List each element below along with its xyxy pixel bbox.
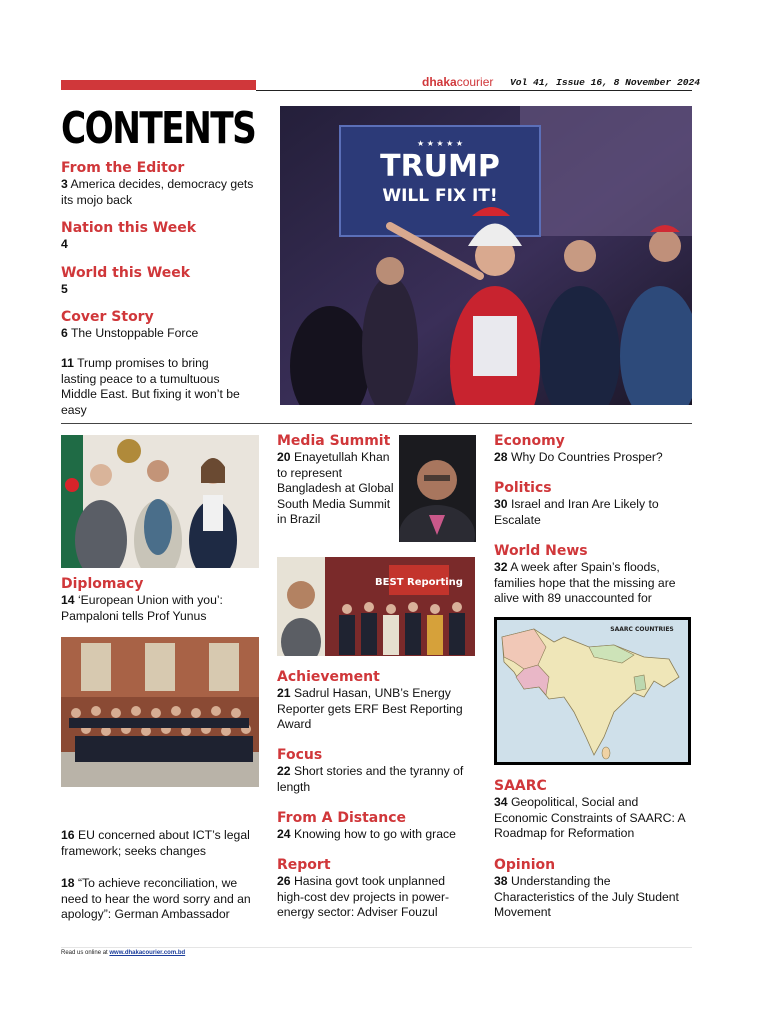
brand-logo: dhakacourier: [422, 75, 494, 89]
media-summit-entry: Media Summit 20 Enayetullah Khan to represent Bangladesh at Global South Media Summit in Brazil: [277, 433, 394, 527]
award-banner-text: BEST Reporting: [375, 577, 463, 588]
header-red-bar: [61, 80, 256, 90]
cover-photo: [280, 106, 692, 405]
award-photo: [277, 557, 475, 656]
diplomacy-entry: Diplomacy 14 ‘European Union with you’: Pampaloni tells Prof Yunus: [61, 576, 223, 623]
achievement-entry: Achievement 21 Sadrul Hasan, UNB’s Energy Reporter gets ERF Best Reporting Award: [277, 669, 463, 732]
left-top-list: [61, 160, 261, 418]
footer: Read us online at www.dhakacourier.com.bd: [61, 950, 186, 956]
ambassadors-group-photo: [61, 637, 259, 787]
politics-entry: Politics 30 Israel and Iran Are Likely to Escalate: [494, 480, 659, 527]
page-title: CONTENTS: [61, 103, 256, 154]
section-from-editor: From the Editor 3 America decides, democracy gets its mojo back: [61, 160, 254, 207]
section-cover-story: Cover Story 6 The Unstoppable Force 11 Trump promises to bring lasting peace to a tumultuous Middle East. But fixing it won’t be easy: [61, 309, 240, 417]
issue-info: Vol 41, Issue 16, 8 November 2024: [510, 77, 700, 88]
saarc-map: [494, 617, 691, 765]
footer-rule: [61, 947, 692, 948]
section-divider: [61, 423, 692, 424]
sign-text-trump: TRUMP: [380, 149, 500, 184]
world-news-entry: World News 32 A week after Spain’s floods, families hope that the missing are alive with 89 unaccounted for: [494, 543, 676, 606]
opinion-entry: Opinion 38 Understanding the Characteristics of the July Student Movement: [494, 857, 679, 920]
reconciliation-entry: 18 “To achieve reconciliation, we need to hear the word sorry and an apology”: German Ambassador: [61, 876, 251, 922]
header-rule: [256, 90, 692, 91]
distance-entry: From A Distance 24 Knowing how to go with grace: [277, 810, 456, 841]
diplomacy-photo: [61, 435, 259, 568]
eu-entry: 16 EU concerned about ICT’s legal framework; seeks changes: [61, 828, 250, 858]
map-title: SAARC COUNTRIES: [610, 626, 674, 633]
section-world-week: World this Week 5: [61, 264, 191, 296]
economy-entry: Economy 28 Why Do Countries Prosper?: [494, 433, 663, 464]
focus-entry: Focus 22 Short stories and the tyranny of length: [277, 747, 464, 794]
saarc-entry: SAARC 34 Geopolitical, Social and Economic Constraints of SAARC: A Roadmap for Reformation: [494, 778, 686, 841]
sign-text-fix: WILL FIX IT!: [382, 186, 498, 206]
enayetullah-photo: [399, 435, 476, 542]
section-nation: Nation this Week 4: [61, 220, 197, 252]
report-entry: Report 26 Hasina govt took unplanned high-cost dev projects in power-energy sector: Adviser Fouzul: [277, 857, 450, 920]
website-link[interactable]: www.dhakacourier.com.bd: [109, 950, 186, 956]
svg-text:★ ★ ★ ★ ★: ★ ★ ★ ★ ★: [416, 139, 464, 148]
